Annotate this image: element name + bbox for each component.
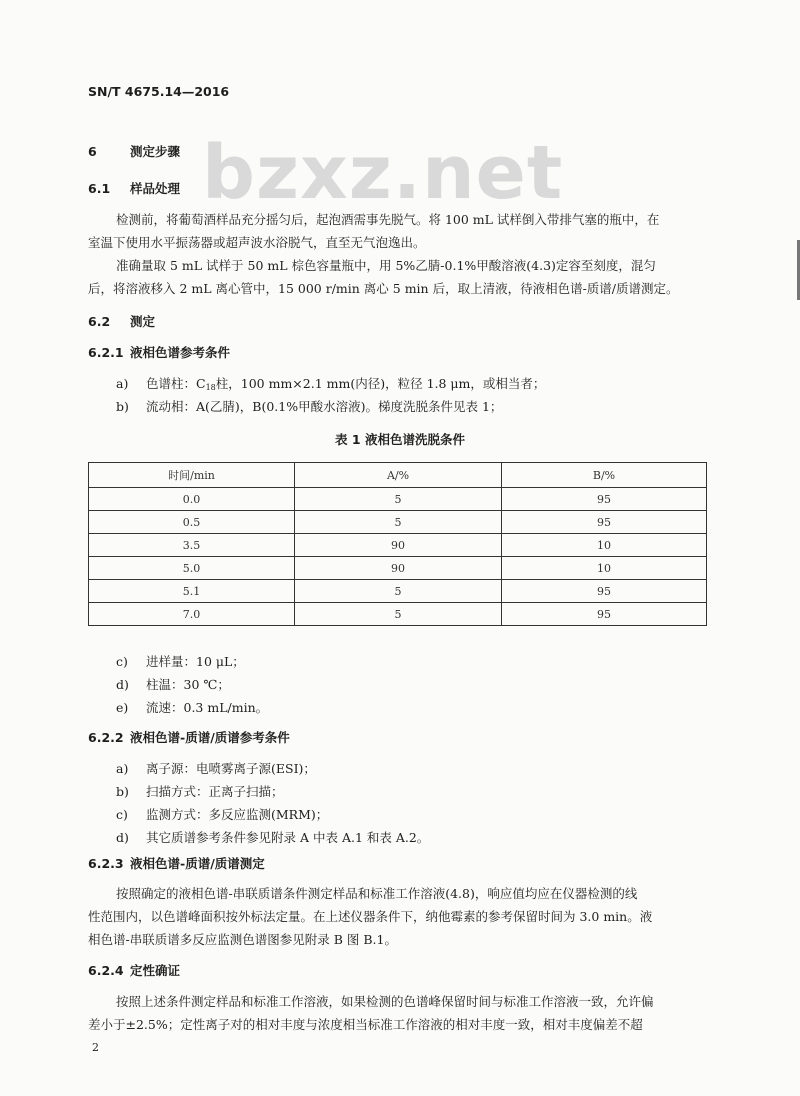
- paragraph-line: 检测前，将葡萄酒样品充分摇匀后，起泡酒需事先脱气。将 100 mL 试样倒入带排气塞的瓶中，在: [116, 212, 660, 227]
- table-cell: 5: [295, 511, 502, 534]
- section-6-heading: [88, 144, 180, 160]
- list-text: 其它质谱参考条件参见附录 A 中表 A.1 和表 A.2。: [146, 830, 430, 845]
- list-text: 扫描方式：正离子扫描；: [146, 784, 284, 799]
- list-item-c: [116, 654, 245, 670]
- table-cell: 5.1: [89, 580, 295, 603]
- section-number: 6.1: [88, 181, 111, 196]
- section-title: 样品处理: [130, 181, 181, 196]
- list-item-a: [116, 761, 316, 777]
- page-number: 2: [92, 1041, 99, 1054]
- paragraph-line: 后，将溶液移入 2 mL 离心管中，15 000 r/min 离心 5 min 后，取上清液，待液相色谱-质谱/质谱测定。: [88, 281, 679, 296]
- table-row: [89, 488, 707, 511]
- table-header-row: [89, 463, 707, 488]
- section-number: 6.2.1: [88, 345, 124, 360]
- section-6-2-heading: [88, 314, 155, 330]
- list-item-c: [116, 807, 328, 823]
- table-caption: 表 1 液相色谱洗脱条件: [335, 432, 465, 447]
- table-cell: 90: [295, 534, 502, 557]
- table-cell: 7.0: [89, 603, 295, 626]
- list-item-d: [116, 677, 230, 693]
- section-6-1-heading: [88, 181, 180, 197]
- list-label: b): [116, 784, 129, 799]
- section-6-2-2-heading: [88, 730, 290, 746]
- table-cell: 5.0: [89, 557, 295, 580]
- section-6-2-3-heading: [88, 856, 265, 872]
- table-cell: 5: [295, 580, 502, 603]
- list-label: d): [116, 830, 129, 845]
- list-label: a): [116, 376, 129, 391]
- paragraph-line: 差小于±2.5%；定性离子对的相对丰度与浓度相当标准工作溶液的相对丰度一致，相对丰度偏差不超: [88, 1017, 643, 1032]
- table-cell: 5: [295, 603, 502, 626]
- table-cell: 95: [502, 488, 707, 511]
- list-label: b): [116, 399, 129, 414]
- table-cell: 3.5: [89, 534, 295, 557]
- list-text: 色谱柱：C: [146, 376, 206, 391]
- section-number: 6.2.3: [88, 856, 124, 871]
- paragraph-line: 按照上述条件测定样品和标准工作溶液，如果检测的色谱峰保留时间与标准工作溶液一致，允许偏: [116, 994, 654, 1009]
- table-header-cell: B/%: [502, 463, 707, 488]
- section-number: 6.2.2: [88, 730, 124, 745]
- list-label: c): [116, 654, 128, 669]
- list-item-a: [116, 376, 545, 396]
- table-row: [89, 580, 707, 603]
- gradient-table: [88, 462, 707, 626]
- table-row: [89, 603, 707, 626]
- list-label: c): [116, 807, 128, 822]
- section-6-2-1-heading: [88, 345, 230, 361]
- list-label: d): [116, 677, 129, 692]
- list-label: a): [116, 761, 129, 776]
- list-item-d: [116, 830, 429, 846]
- paragraph-line: 相色谱-串联质谱多反应监测色谱图参见附录 B 图 B.1。: [88, 932, 397, 947]
- table-cell: 10: [502, 534, 707, 557]
- section-title: 测定步骤: [130, 144, 181, 159]
- table-cell: 5: [295, 488, 502, 511]
- table-header-cell: A/%: [295, 463, 502, 488]
- list-label: e): [116, 700, 129, 715]
- section-number: 6.2.4: [88, 963, 124, 978]
- section-title: 液相色谱-质谱/质谱测定: [130, 856, 265, 871]
- list-text: 进样量：10 μL；: [146, 654, 245, 669]
- list-item-e: [116, 700, 268, 716]
- table-cell: 95: [502, 603, 707, 626]
- section-title: 液相色谱-质谱/质谱参考条件: [130, 730, 290, 745]
- list-item-b: [116, 399, 502, 415]
- section-title: 测定: [130, 314, 156, 329]
- section-number: 6: [88, 144, 97, 159]
- table-cell: 10: [502, 557, 707, 580]
- list-text: 柱温：30 ℃；: [146, 677, 230, 692]
- table-header-cell: 时间/min: [89, 463, 295, 488]
- section-title: 定性确证: [130, 963, 181, 978]
- section-6-2-4-heading: [88, 963, 180, 979]
- section-number: 6.2: [88, 314, 111, 329]
- watermark: bzxz.net: [202, 130, 564, 216]
- table-cell: 0.0: [89, 488, 295, 511]
- section-title: 液相色谱参考条件: [130, 345, 231, 360]
- list-text: 流动相：A(乙腈)，B(0.1%甲酸水溶液)。梯度洗脱条件见表 1；: [146, 399, 503, 414]
- table-cell: 95: [502, 511, 707, 534]
- table-row: [89, 534, 707, 557]
- list-item-b: [116, 784, 284, 800]
- table-cell: 95: [502, 580, 707, 603]
- subscript: 18: [205, 383, 216, 392]
- paragraph-line: 按照确定的液相色谱-串联质谱条件测定样品和标准工作溶液(4.8)，响应值均应在仪器检测的线: [116, 886, 638, 901]
- paragraph-line: 性范围内，以色谱峰面积按外标法定量。在上述仪器条件下，纳他霉素的参考保留时间为 3.0 min。液: [88, 909, 653, 924]
- list-text: 柱，100 mm×2.1 mm(内径)，粒径 1.8 μm，或相当者；: [215, 376, 546, 391]
- list-text: 离子源：电喷雾离子源(ESI)；: [146, 761, 316, 776]
- paragraph-line: 室温下使用水平振荡器或超声波水浴脱气，直至无气泡逸出。: [88, 235, 426, 250]
- list-text: 流速：0.3 mL/min。: [146, 700, 269, 715]
- table-cell: 0.5: [89, 511, 295, 534]
- table-cell: 90: [295, 557, 502, 580]
- list-text: 监测方式：多反应监测(MRM)；: [146, 807, 329, 822]
- table-row: [89, 511, 707, 534]
- table-row: [89, 557, 707, 580]
- document-number: SN/T 4675.14—2016: [88, 84, 230, 99]
- paragraph-line: 准确量取 5 mL 试样于 50 mL 棕色容量瓶中，用 5%乙腈-0.1%甲酸溶液(4.3)定容至刻度，混匀: [116, 258, 656, 273]
